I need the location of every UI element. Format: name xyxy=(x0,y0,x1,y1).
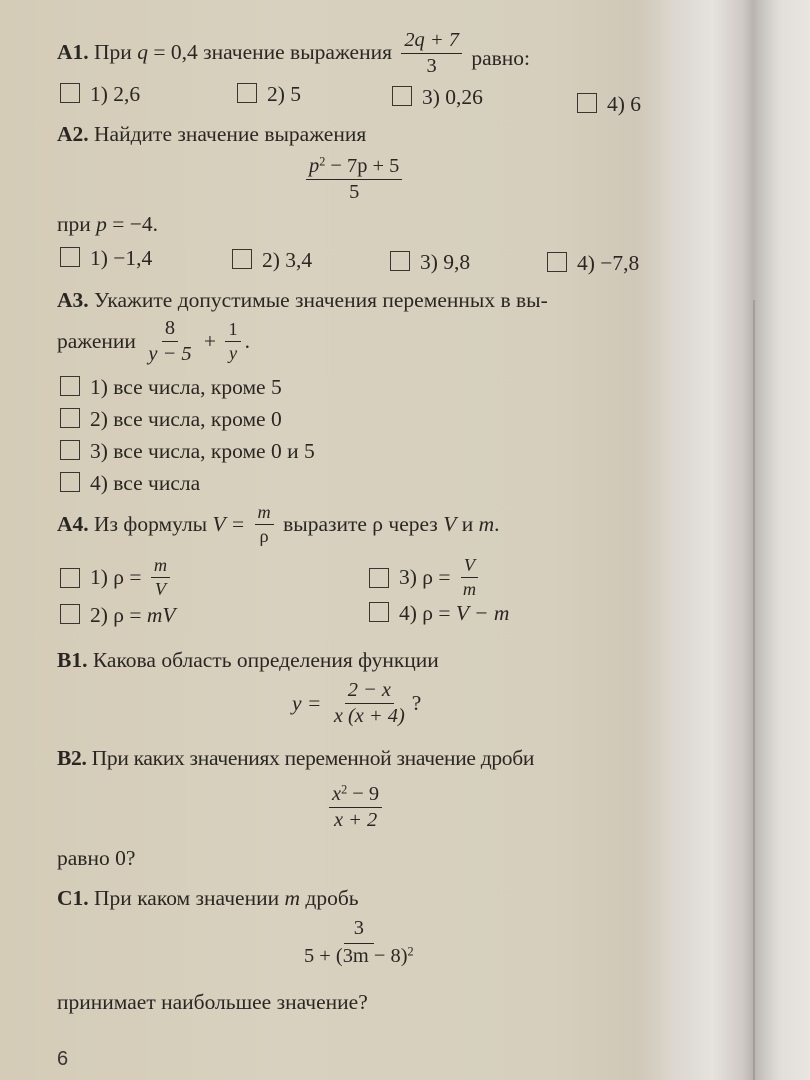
question-text: равно 0? xyxy=(57,846,136,870)
math-eq: = 0,4 xyxy=(153,39,198,64)
math-var: x xyxy=(332,783,342,805)
option-label: 4) все числа xyxy=(90,471,201,495)
page-number: 6 xyxy=(57,1048,69,1070)
fraction xyxy=(401,30,462,78)
math-expr: − 7p + 5 xyxy=(325,155,400,177)
option-a3-4[interactable] xyxy=(60,471,200,497)
option-label: 2) 5 xyxy=(267,82,302,106)
option-a4-3[interactable] xyxy=(369,556,483,599)
fraction xyxy=(329,784,382,832)
checkbox-icon[interactable] xyxy=(237,83,257,103)
option-label: 3) 9,8 xyxy=(420,250,471,274)
frac-num: 2 − x xyxy=(345,680,394,704)
option-a1-1[interactable] xyxy=(60,82,140,108)
exponent: 2 xyxy=(319,154,326,169)
option-label: 1) −1,4 xyxy=(90,246,153,270)
question-a3 xyxy=(57,288,548,314)
fraction xyxy=(255,503,274,546)
frac-den: 5 xyxy=(349,181,360,204)
math-op: . xyxy=(244,329,250,354)
checkbox-icon[interactable] xyxy=(547,252,567,272)
math-op: + xyxy=(203,329,217,354)
checkbox-icon[interactable] xyxy=(60,440,80,460)
option-a2-2[interactable] xyxy=(232,248,312,274)
question-b1 xyxy=(57,648,439,674)
frac-den: y xyxy=(228,343,238,364)
math-expr: y = xyxy=(292,691,322,716)
option-a4-4[interactable] xyxy=(369,601,509,627)
math-eq: = −4. xyxy=(112,212,159,236)
math-expr: V = xyxy=(212,511,246,536)
checkbox-icon[interactable] xyxy=(232,249,252,269)
checkbox-icon[interactable] xyxy=(392,86,412,106)
frac-den: V xyxy=(154,579,167,600)
checkbox-icon[interactable] xyxy=(60,568,80,588)
math-var: p xyxy=(309,155,320,177)
checkbox-icon[interactable] xyxy=(60,376,80,396)
question-label: A1. xyxy=(57,39,89,64)
checkbox-icon[interactable] xyxy=(60,83,80,103)
question-label: A2. xyxy=(57,122,89,146)
frac-num: m xyxy=(255,503,274,525)
option-a1-4[interactable] xyxy=(577,92,641,118)
a2-condition xyxy=(57,212,158,238)
frac-num xyxy=(306,156,402,180)
frac-num: 8 xyxy=(162,318,178,342)
option-a3-1[interactable] xyxy=(60,375,282,401)
question-c1 xyxy=(57,886,359,912)
math-expr: 5 + (3m − 8) xyxy=(304,945,408,968)
b2-expression xyxy=(325,784,386,832)
math-var: q xyxy=(137,39,148,64)
math-expr: mV xyxy=(146,603,176,627)
frac-num: V xyxy=(461,556,478,578)
fraction xyxy=(225,320,240,363)
question-text: При xyxy=(94,39,132,64)
math-op: . xyxy=(494,511,500,536)
option-label: 3) все числа, кроме 0 и 5 xyxy=(90,439,315,463)
exponent: 2 xyxy=(341,782,348,797)
option-a1-2[interactable] xyxy=(237,82,301,108)
math-var: m xyxy=(284,886,300,910)
option-a2-3[interactable] xyxy=(390,250,470,276)
b1-expression xyxy=(292,680,421,728)
fraction xyxy=(145,318,194,366)
fraction xyxy=(306,156,402,204)
checkbox-icon[interactable] xyxy=(369,568,389,588)
question-label: C1. xyxy=(57,886,89,910)
option-label: 1) все числа, кроме 5 xyxy=(90,375,282,399)
question-text: Какова область определения функции xyxy=(92,648,439,672)
frac-num: 3 xyxy=(344,918,374,944)
page-fold-shadow xyxy=(660,0,810,1080)
question-text: дробь xyxy=(305,886,359,910)
fraction xyxy=(301,918,417,968)
question-text: Из формулы xyxy=(94,511,208,536)
frac-num: 1 xyxy=(225,320,240,342)
question-label: A3. xyxy=(57,288,89,312)
exponent: 2 xyxy=(407,944,414,959)
question-text: Укажите допустимые значения переменных в вы- xyxy=(94,288,548,312)
fraction xyxy=(460,556,479,599)
question-text: Найдите значение выражения xyxy=(94,122,367,146)
question-text: равно: xyxy=(471,45,530,70)
question-label: B2. xyxy=(57,746,87,770)
option-label: 2) 3,4 xyxy=(262,248,313,272)
question-label: B1. xyxy=(57,648,88,672)
math-var: p xyxy=(96,212,107,236)
question-text: значение выражения xyxy=(203,39,392,64)
question-text: При каких значениях переменной значение дроби xyxy=(91,746,535,770)
option-label: 4) ρ = xyxy=(399,601,451,625)
math-expr: V − m xyxy=(455,601,510,625)
math-op: ? xyxy=(411,691,422,716)
question-a1 xyxy=(57,30,530,78)
a3-line2 xyxy=(57,318,250,366)
math-var: V xyxy=(443,511,457,536)
next-page-edge xyxy=(753,300,755,1080)
c1-tail xyxy=(57,990,368,1016)
frac-num xyxy=(329,784,382,808)
checkbox-icon[interactable] xyxy=(60,604,80,624)
checkbox-icon[interactable] xyxy=(577,93,597,113)
math-var: m xyxy=(478,511,495,536)
frac-den: 3 xyxy=(426,55,437,78)
fraction xyxy=(331,680,408,728)
question-label: A4. xyxy=(57,511,89,536)
option-label: 1) 2,6 xyxy=(90,82,141,106)
question-text: принимает наибольшее значение? xyxy=(57,990,368,1014)
checkbox-icon[interactable] xyxy=(60,472,80,492)
question-text: При каком значении xyxy=(94,886,280,910)
option-label: 2) все числа, кроме 0 xyxy=(90,407,282,431)
checkbox-icon[interactable] xyxy=(60,408,80,428)
frac-den: x (x + 4) xyxy=(333,705,405,728)
frac-num: 2q + 7 xyxy=(401,30,462,54)
option-a2-1[interactable] xyxy=(60,246,152,272)
option-a4-2[interactable] xyxy=(60,603,176,629)
frac-den: m xyxy=(462,579,477,600)
option-label: 4) 6 xyxy=(607,92,642,116)
option-a3-3[interactable] xyxy=(60,439,315,465)
question-a2 xyxy=(57,122,366,148)
math-expr: − 9 xyxy=(347,783,380,805)
frac-den: ρ xyxy=(259,526,269,547)
fraction xyxy=(151,556,170,599)
c1-expression xyxy=(297,918,421,968)
option-a1-3[interactable] xyxy=(392,85,483,111)
a2-expression xyxy=(302,156,406,204)
question-b2 xyxy=(57,746,534,772)
frac-den xyxy=(301,944,417,967)
frac-den: y − 5 xyxy=(148,343,192,366)
option-label: 3) 0,26 xyxy=(422,85,483,109)
question-text: выразите ρ через xyxy=(283,511,438,536)
checkbox-icon[interactable] xyxy=(390,251,410,271)
frac-num: m xyxy=(151,556,170,578)
option-a2-4[interactable] xyxy=(547,251,639,277)
question-text: при xyxy=(57,212,91,236)
option-label: 2) ρ = xyxy=(90,603,142,627)
option-a4-1[interactable] xyxy=(60,556,174,599)
option-a3-2[interactable] xyxy=(60,407,282,433)
checkbox-icon[interactable] xyxy=(369,602,389,622)
question-text: и xyxy=(461,511,474,536)
option-label: 3) ρ = xyxy=(399,564,451,589)
b2-tail xyxy=(57,846,135,872)
option-label: 1) ρ = xyxy=(90,564,142,589)
frac-den: x + 2 xyxy=(333,809,378,832)
checkbox-icon[interactable] xyxy=(60,247,80,267)
question-text: ражении xyxy=(57,329,136,354)
option-label: 4) −7,8 xyxy=(577,251,640,275)
question-a4 xyxy=(57,503,500,546)
